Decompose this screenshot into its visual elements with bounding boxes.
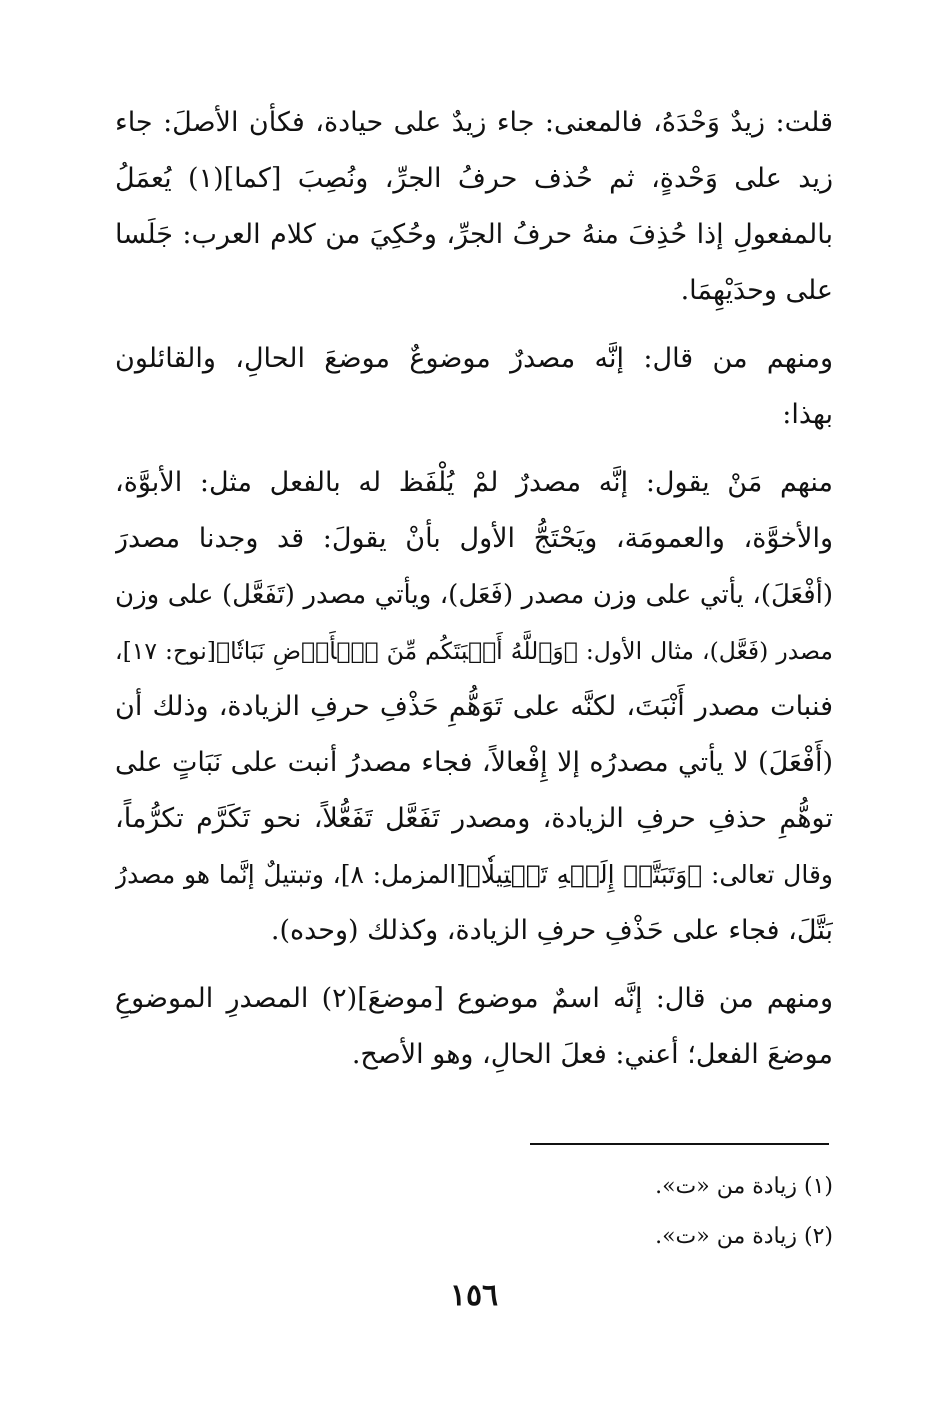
text-line: بالمفعولِ إذا حُذِفَ منهُ حرفُ الجرِّ، وحُكِيَ من كلام العرب: جَلَسا [115, 219, 833, 250]
text-line: بهذا: [782, 399, 833, 430]
text-line: على وحدَيْهِمَا. [680, 275, 833, 306]
footnotes [115, 1162, 833, 1262]
footnote-2: (٢) زيادة من «ت». [655, 1224, 833, 1249]
footnote-separator [530, 1143, 829, 1145]
paragraph-3 [115, 455, 833, 959]
text-line: موضعَ الفعل؛ أعني: فعلَ الحالِ، وهو الأصح. [351, 1039, 833, 1070]
text-line: فنبات مصدر أَنْبَتَ، لكنَّه على تَوَهُّمِ حَذْفِ حرفِ الزيادة، وذلك أن [115, 691, 833, 722]
text-line: قلت: زيدٌ وَحْدَهُ، فالمعنى: جاء زيدٌ على حيادة، فكأن الأصلَ: جاء [115, 107, 833, 138]
paragraph-gap [115, 959, 833, 971]
paragraph-gap [115, 443, 833, 455]
text-line: والأخوَّة، والعمومَة، ويَحْتَجُّ الأول بأنْ يقولَ: قد وجدنا مصدرَ [115, 523, 833, 554]
footnote-1: (١) زيادة من «ت». [655, 1174, 833, 1199]
paragraph-4 [115, 971, 833, 1083]
text-line: (أَفْعَلَ) لا يأتي مصدرُه إلا إِفْعالاً، فجاء مصدرُ أنبت على نَبَاتٍ على [115, 747, 833, 778]
page-body [115, 95, 833, 1083]
text-line: مصدر (فَعَّل)، مثال الأول: ﴿وَٱللَّهُ أَنۢبَتَكُم مِّنَ ٱلۡأَرۡضِ نَبَاتٗا﴾[نوح: ١٧]، [115, 637, 833, 665]
text-line: زيد على وَحْدةٍ، ثم حُذف حرفُ الجرِّ، ونُصِبَ [كما](١) يُعمَلُ [115, 163, 833, 194]
text-line: توهُّمِ حذفِ حرفِ الزيادة، ومصدر تَفَعَّل تَفَعُّلاً، نحو تَكَرَّم تكرُّماً، [115, 803, 833, 834]
text-line: منهم مَنْ يقول: إنَّه مصدرٌ لمْ يُلْفَظ له بالفعل مثل: الأبوَّة، [115, 467, 833, 498]
paragraph-1 [115, 95, 833, 319]
text-line: (أفْعَلَ)، يأتي على وزن مصدر (فَعَل)، ويأتي مصدر (تَفَعَّل) على وزن [115, 580, 833, 610]
text-line: وقال تعالى: ﴿وَتَبَتَّلۡ إِلَيۡهِ تَبۡتِيلٗا﴾[المزمل: ٨]، وتبتيلٌ إنَّما هو مصدرُ [115, 860, 833, 889]
text-line: ومنهم من قال: إنَّه اسمٌ موضوع [موضعَ](٢) المصدرِ الموضوعِ [115, 983, 833, 1014]
paragraph-2 [115, 331, 833, 443]
text-line: بَتَّلَ، فجاء على حَذْفِ حرفِ الزيادة، وكذلك (وحده). [270, 915, 833, 946]
paragraph-gap [115, 319, 833, 331]
page-number: ١٥٦ [449, 1278, 499, 1313]
text-line: ومنهم من قال: إنَّه مصدرٌ موضوعٌ موضعَ الحالِ، والقائلون [115, 343, 833, 374]
